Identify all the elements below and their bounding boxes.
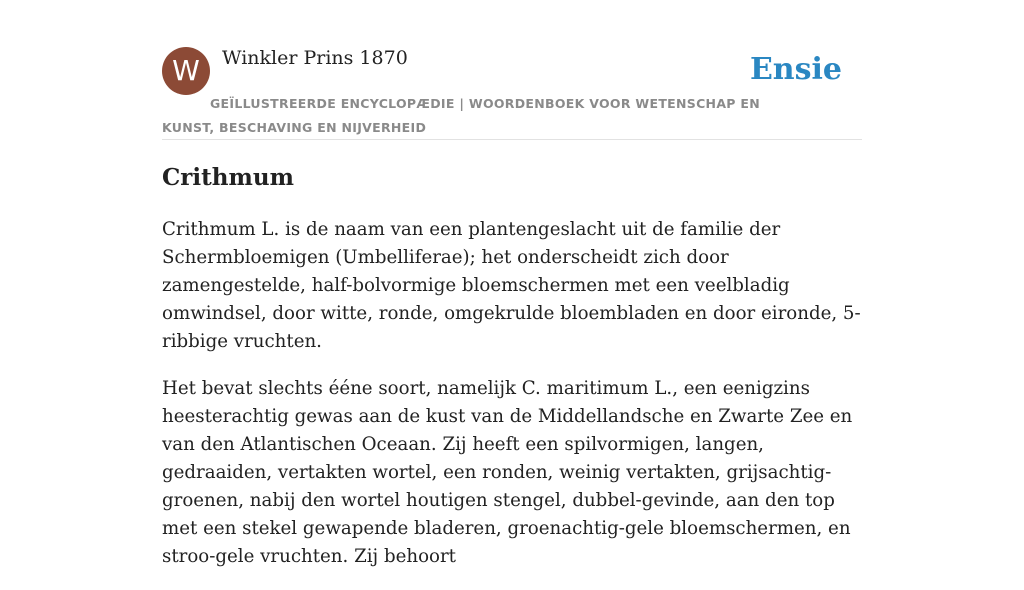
paragraph: Het bevat slechts ééne soort, namelijk C. maritimum L., een eenigzins heesterachtig gewas aan de kust van de Middellandsche en Zwarte Zee en van den Atlantischen Oceaan. Zij heeft een spilvormigen, langen, gedraaiden, vertakten wortel, een ronden, weinig vertakten, grijsachtig-groenen, nabij den wortel houtigen stengel, dubbel-gevinde, aan den top met een stekel gewapende bladeren, groenachtig-gele bloemschermen, en stroo-gele vruchten. Zij behoort (162, 378, 853, 567)
source-avatar[interactable]: W (162, 47, 210, 95)
source-title[interactable]: Winkler Prins 1870 (222, 47, 408, 69)
site-header (162, 46, 862, 140)
source-subtitle: GEÏLLUSTREERDE ENCYCLOPÆDIE | WOORDENBOEK VOOR WETENSCHAP EN KUNST, BESCHAVING EN NIJVERHEID (162, 96, 760, 135)
article-title: Crithmum (162, 164, 294, 191)
article-body (162, 216, 862, 590)
brand-logo[interactable]: Ensie (749, 52, 842, 87)
paragraph: Crithmum L. is de naam van een plantengeslacht uit de familie der Schermbloemigen (Umbelliferae); het onderscheidt zich door zamengestelde, half-bolvormige bloemschermen met een veelbladig omwindsel, door witte, ronde, omgekrulde bloembladen en door eironde, 5-ribbige vruchten. (162, 219, 861, 352)
